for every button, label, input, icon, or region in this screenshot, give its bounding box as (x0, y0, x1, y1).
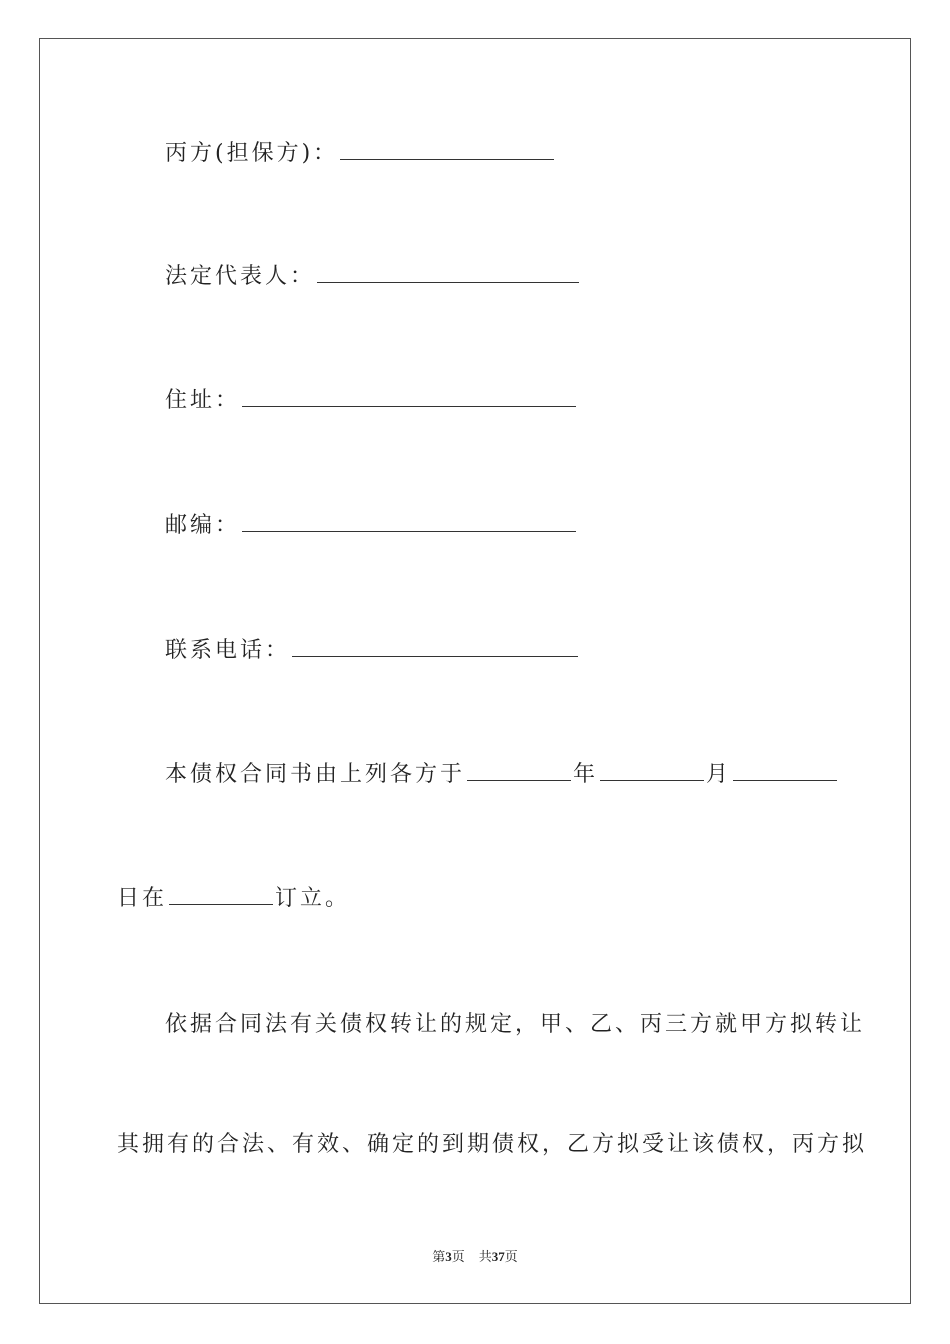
postcode-label: 邮编： (165, 513, 241, 538)
signed-label: 订立。 (275, 886, 351, 911)
year-label: 年 (573, 762, 599, 787)
legal-rep-blank[interactable] (317, 260, 579, 283)
page-number: 3 (445, 1249, 452, 1264)
agreement-date-line (165, 758, 839, 790)
phone-line (165, 634, 580, 666)
month-label: 月 (706, 762, 732, 787)
page-suffix: 页 (451, 1249, 465, 1264)
guarantor-label: 丙方(担保方)： (165, 141, 339, 166)
day-blank[interactable] (733, 758, 837, 781)
phone-blank[interactable] (292, 634, 578, 657)
guarantor-line (165, 137, 556, 169)
address-blank[interactable] (242, 384, 576, 407)
legal-rep-label: 法定代表人： (165, 264, 316, 289)
paragraph-line-2: 其拥有的合法、有效、确定的到期债权，乙方拟受让该债权，丙方拟 (117, 1132, 868, 1157)
place-blank[interactable] (169, 882, 273, 905)
page-prefix: 第 (432, 1249, 446, 1264)
phone-label: 联系电话： (165, 638, 291, 663)
month-blank[interactable] (600, 758, 704, 781)
address-line (165, 384, 578, 416)
postcode-blank[interactable] (242, 509, 576, 532)
total-prefix: 共 (478, 1249, 492, 1264)
total-pages: 37 (491, 1249, 505, 1264)
year-blank[interactable] (467, 758, 571, 781)
guarantor-blank[interactable] (340, 137, 554, 160)
agreement-text: 本债权合同书由上列各方于 (165, 762, 466, 787)
total-suffix: 页 (504, 1249, 518, 1264)
postcode-line (165, 509, 578, 541)
paragraph-line-1: 依据合同法有关债权转让的规定，甲、乙、丙三方就甲方拟转让 (165, 1012, 866, 1037)
page-footer (0, 1248, 950, 1266)
address-label: 住址： (165, 388, 241, 413)
day-in-label: 日在 (117, 886, 168, 911)
legal-rep-line (165, 260, 581, 292)
signing-place-line (117, 882, 350, 914)
page-border (39, 38, 911, 1304)
